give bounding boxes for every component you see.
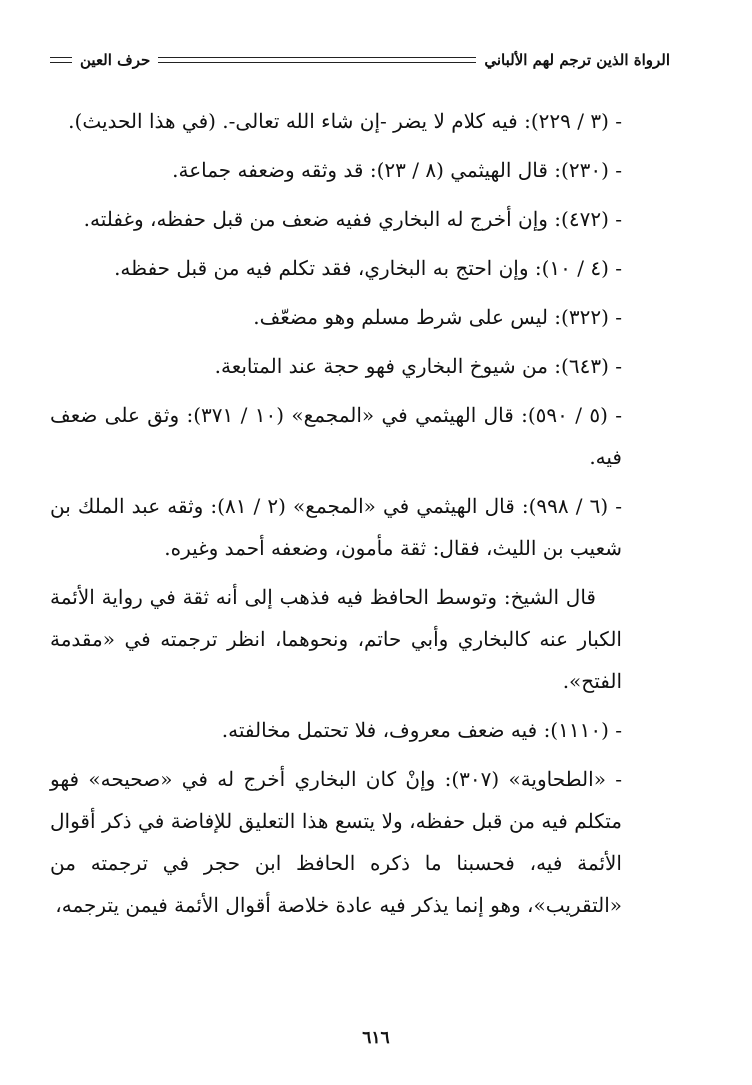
running-header (50, 44, 670, 76)
entry-paragraph: - «الطحاوية» (٣٠٧): وإنْ كان البخاري أخرج له في «صحيحه» فهو متكلم فيه من قبل حفظه، ولا يتسع هذا التعليق للإفاضة في ذكر أقوال الأئمة فيه، فحسبنا ما ذكره الحافظ ابن حجر في ترجمته من «التقريب»، وهو إنما يذكر فيه عادة خلاصة أقوال الأئمة فيمن يترجمه، (50, 767, 622, 917)
entry-paragraph: - (٦٤٣): من شيوخ البخاري فهو حجة عند المتابعة. (214, 354, 622, 378)
header-rule-end (50, 57, 72, 63)
entry-paragraph: - (٢٣٠): قال الهيثمي (٨ / ٢٣): قد وثقه وضعفه جماعة. (172, 158, 622, 182)
entry-paragraph: - (٣٢٢): ليس على شرط مسلم وهو مضعّف. (253, 305, 622, 329)
entry-paragraph: - (٤ / ١٠): وإن احتج به البخاري، فقد تكلم فيه من قبل حفظه. (114, 256, 622, 280)
entry-paragraph: - (٥ / ٥٩٠): قال الهيثمي في «المجمع» (١٠ / ٣٧١): وثق على ضعف فيه. (50, 403, 623, 469)
header-rule (158, 57, 476, 63)
sheikh-comment-paragraph: قال الشيخ: وتوسط الحافظ فيه فذهب إلى أنه ثقة في رواية الأئمة الكبار عنه كالبخاري وأبي حاتم، ونحوهما، انظر ترجمته في «مقدمة الفتح». (50, 585, 622, 693)
entry-paragraph: - (٦ / ٩٩٨): قال الهيثمي في «المجمع» (٢ / ٨١): وثقه عبد الملك بن شعيب بن الليث، فقال: ثقة مأمون، وضعفه أحمد وغيره. (50, 494, 623, 560)
book-title: الرواة الذين ترجم لهم الألباني (484, 51, 670, 69)
entry-paragraph: - (٣ / ٢٢٩): فيه كلام لا يضر -إن شاء الله تعالى-. (في هذا الحديث). (68, 109, 622, 133)
chapter-title: حرف العين (80, 51, 151, 69)
page-number: ٦١٦ (362, 1028, 390, 1048)
page-body (50, 100, 622, 933)
entry-paragraph: - (١١١٠): فيه ضعف معروف، فلا تحتمل مخالفته. (221, 718, 622, 742)
entry-paragraph: - (٤٧٢): وإن أخرج له البخاري ففيه ضعف من قبل حفظه، وغفلته. (83, 207, 622, 231)
